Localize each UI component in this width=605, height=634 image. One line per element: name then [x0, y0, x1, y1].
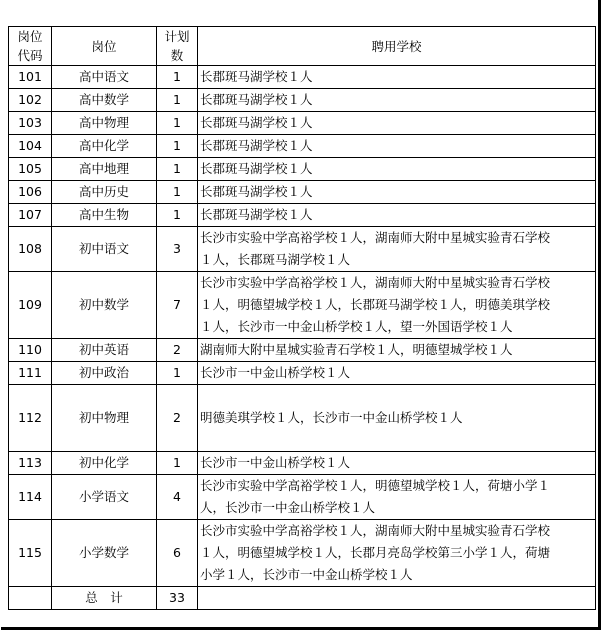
total-school-cell — [198, 587, 596, 610]
school-line: 小学１人，长沙市一中金山桥学校１人 — [200, 567, 413, 582]
school-line: 长沙市一中金山桥学校１人 — [200, 455, 351, 470]
total-code-cell — [9, 587, 52, 610]
cell-post: 高中生物 — [52, 204, 157, 227]
cell-num: 3 — [157, 227, 198, 272]
cell-post: 高中语文 — [52, 66, 157, 89]
cell-num: 2 — [157, 385, 198, 452]
table-row — [9, 339, 596, 362]
table-row — [9, 227, 596, 272]
cell-school — [198, 227, 596, 272]
header-school: 聘用学校 — [198, 27, 596, 66]
cell-school — [198, 135, 596, 158]
table-row — [9, 272, 596, 339]
cell-school — [198, 89, 596, 112]
cell-post: 初中物理 — [52, 385, 157, 452]
cell-post: 小学数学 — [52, 520, 157, 587]
cell-post: 初中政治 — [52, 362, 157, 385]
cell-school — [198, 158, 596, 181]
cell-school — [198, 475, 596, 520]
cell-num: 1 — [157, 158, 198, 181]
cell-school — [198, 362, 596, 385]
school-line: 长沙市实验中学高裕学校１人，湖南师大附中星城实验青石学校 — [200, 275, 551, 290]
header-num: 计划 数 — [157, 27, 198, 66]
cell-num: 1 — [157, 112, 198, 135]
school-line: 长郡斑马湖学校１人 — [200, 184, 313, 199]
cell-num: 1 — [157, 135, 198, 158]
cell-post: 初中语文 — [52, 227, 157, 272]
table-row — [9, 135, 596, 158]
table-row — [9, 112, 596, 135]
cell-num: 1 — [157, 181, 198, 204]
cell-num: 1 — [157, 362, 198, 385]
cell-school — [198, 385, 596, 452]
cell-code: 101 — [9, 66, 52, 89]
table-row — [9, 89, 596, 112]
cell-code: 108 — [9, 227, 52, 272]
school-line: 明德美琪学校１人，长沙市一中金山桥学校１人 — [200, 410, 463, 425]
cell-code: 113 — [9, 452, 52, 475]
cell-school — [198, 452, 596, 475]
header-post: 岗位 — [52, 27, 157, 66]
school-line: 长郡斑马湖学校１人 — [200, 92, 313, 107]
table-row — [9, 204, 596, 227]
cell-post: 高中物理 — [52, 112, 157, 135]
table-body — [9, 66, 596, 610]
school-line: １人，长沙市一中金山桥学校１人，望一外国语学校１人 — [200, 319, 513, 334]
cell-code: 103 — [9, 112, 52, 135]
table-row — [9, 452, 596, 475]
school-line: 长沙市实验中学高裕学校１人，湖南师大附中星城实验青石学校 — [200, 523, 551, 538]
cell-code: 111 — [9, 362, 52, 385]
header-code: 岗位 代码 — [9, 27, 52, 66]
table-row — [9, 66, 596, 89]
school-line: 湖南师大附中星城实验青石学校１人，明德望城学校１人 — [200, 342, 513, 357]
cell-code: 109 — [9, 272, 52, 339]
cell-code: 115 — [9, 520, 52, 587]
cell-school — [198, 272, 596, 339]
cell-num: 6 — [157, 520, 198, 587]
cell-code: 105 — [9, 158, 52, 181]
cell-num: 1 — [157, 452, 198, 475]
cell-post: 高中数学 — [52, 89, 157, 112]
cell-code: 110 — [9, 339, 52, 362]
cell-code: 104 — [9, 135, 52, 158]
school-line: 长沙市实验中学高裕学校１人，明德望城学校１人，荷塘小学１ — [200, 478, 551, 493]
cell-post: 初中数学 — [52, 272, 157, 339]
total-label: 总 计 — [52, 587, 157, 610]
cell-code: 107 — [9, 204, 52, 227]
table-row — [9, 475, 596, 520]
cell-school — [198, 520, 596, 587]
school-line: 长郡斑马湖学校１人 — [200, 69, 313, 84]
school-line: 人，长沙市一中金山桥学校１人 — [200, 500, 376, 515]
table-row — [9, 362, 596, 385]
cell-school — [198, 112, 596, 135]
school-line: 长郡斑马湖学校１人 — [200, 115, 313, 130]
cell-post: 初中化学 — [52, 452, 157, 475]
school-line: １人，长郡斑马湖学校１人 — [200, 252, 351, 267]
cell-school — [198, 204, 596, 227]
table-row — [9, 158, 596, 181]
cell-school — [198, 66, 596, 89]
cell-post: 高中历史 — [52, 181, 157, 204]
cell-num: 4 — [157, 475, 198, 520]
cell-post: 小学语文 — [52, 475, 157, 520]
cell-num: 1 — [157, 204, 198, 227]
cell-num: 2 — [157, 339, 198, 362]
table-row — [9, 181, 596, 204]
header-row — [9, 27, 596, 66]
cell-code: 114 — [9, 475, 52, 520]
table-row — [9, 520, 596, 587]
recruitment-table — [8, 26, 596, 610]
school-line: 长郡斑马湖学校１人 — [200, 138, 313, 153]
cell-school — [198, 181, 596, 204]
cell-post: 初中英语 — [52, 339, 157, 362]
cell-num: 1 — [157, 89, 198, 112]
school-line: 长郡斑马湖学校１人 — [200, 161, 313, 176]
school-line: １人，明德望城学校１人，长郡斑马湖学校１人，明德美琪学校 — [200, 297, 551, 312]
cell-code: 106 — [9, 181, 52, 204]
cell-num: 1 — [157, 66, 198, 89]
total-row — [9, 587, 596, 610]
cell-post: 高中化学 — [52, 135, 157, 158]
cell-school — [198, 339, 596, 362]
school-line: 长沙市一中金山桥学校１人 — [200, 365, 351, 380]
cell-post: 高中地理 — [52, 158, 157, 181]
total-num: 33 — [157, 587, 198, 610]
cell-code: 112 — [9, 385, 52, 452]
school-line: 长沙市实验中学高裕学校１人，湖南师大附中星城实验青石学校 — [200, 230, 551, 245]
school-line: １人，明德望城学校１人，长郡月亮岛学校第三小学１人，荷塘 — [200, 545, 551, 560]
cell-num: 7 — [157, 272, 198, 339]
school-line: 长郡斑马湖学校１人 — [200, 207, 313, 222]
cell-code: 102 — [9, 89, 52, 112]
table-row — [9, 385, 596, 452]
